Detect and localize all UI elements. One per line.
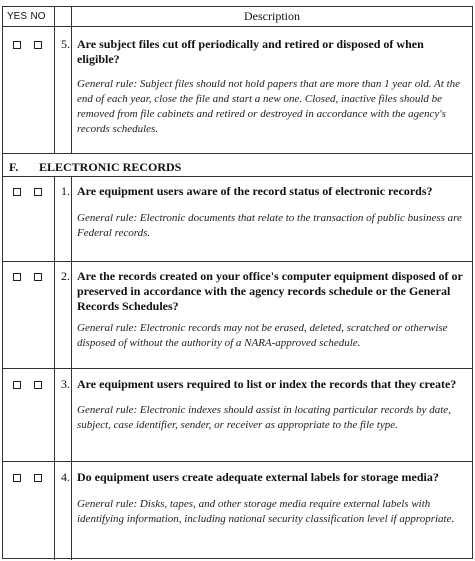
- no-checkbox[interactable]: [34, 41, 42, 49]
- checklist-table: [2, 6, 473, 559]
- question-text: Are subject files cut off periodically and retired or disposed of when eligible?: [77, 37, 424, 66]
- section-title: ELECTRONIC RECORDS: [39, 160, 182, 174]
- column-divider: [54, 7, 55, 153]
- no-checkbox[interactable]: [34, 381, 42, 389]
- yes-checkbox[interactable]: [13, 273, 21, 281]
- row-divider: [3, 368, 472, 369]
- no-column-header: NO: [30, 11, 46, 22]
- section-heading: [9, 160, 181, 175]
- general-rule-text: General rule: Electronic records may not be erased, deleted, scratched or otherwise disposed of without the authority of a NARA-approved schedule.: [77, 322, 448, 349]
- yes-column-header: YES: [7, 11, 28, 22]
- general-rule-text: General rule: Electronic documents that relate to the transaction of public business are Federal records.: [77, 212, 462, 239]
- item-number: 1.: [61, 184, 70, 198]
- no-checkbox[interactable]: [34, 474, 42, 482]
- yes-checkbox[interactable]: [13, 474, 21, 482]
- question-text: Are equipment users aware of the record status of electronic records?: [77, 184, 433, 198]
- no-checkbox[interactable]: [34, 273, 42, 281]
- general-rule-text: General rule: Subject files should not hold papers that are more than 1 year old. At the end of each year, close the file and start a new one. Closed, inactive files should be removed from file cabinets and retired or destroyed in accordance with the agency's records schedules.: [77, 78, 461, 135]
- section-letter: F.: [9, 160, 19, 174]
- yes-checkbox[interactable]: [13, 41, 21, 49]
- general-rule-text: General rule: Electronic indexes should assist in locating particular records by date, subject, case identifier, sender, or receiver as appropriate to the file type.: [77, 404, 451, 431]
- general-rule-text: General rule: Disks, tapes, and other storage media require external labels with identifying information, including national security classification level if appropriate.: [77, 498, 455, 525]
- question-text: Are the records created on your office's computer equipment disposed of or preserved in accordance with the agency records schedule or the General Records Schedules?: [77, 269, 463, 313]
- column-divider: [71, 7, 72, 153]
- row-divider: [3, 176, 472, 177]
- row-divider: [3, 261, 472, 262]
- question-text: Are equipment users required to list or index the records that they create?: [77, 377, 457, 391]
- description-column-header: Description: [244, 9, 300, 23]
- item-number: 3.: [61, 377, 70, 391]
- row-divider: [3, 461, 472, 462]
- item-number: 5.: [61, 37, 70, 51]
- yes-checkbox[interactable]: [13, 188, 21, 196]
- item-number: 4.: [61, 470, 70, 484]
- no-checkbox[interactable]: [34, 188, 42, 196]
- question-text: Do equipment users create adequate external labels for storage media?: [77, 470, 439, 484]
- yes-checkbox[interactable]: [13, 381, 21, 389]
- header-divider: [3, 26, 472, 27]
- row-divider: [3, 153, 472, 154]
- item-number: 2.: [61, 269, 70, 283]
